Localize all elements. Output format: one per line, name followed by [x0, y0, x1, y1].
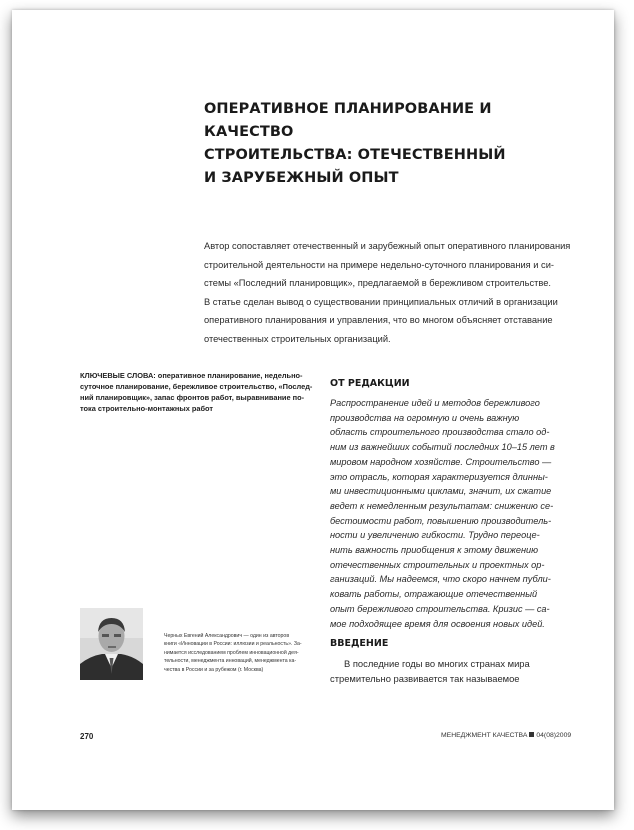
- abstract-line: стемы «Последний планировщик», предлагаемой в бережливом строительстве.: [204, 278, 551, 289]
- keywords-line: КЛЮЧЕВЫЕ СЛОВА: оперативное планирование, недельно-: [80, 371, 303, 380]
- editorial-line: ковать работы, отражающие отечественный: [330, 589, 538, 600]
- editorial-line: ности и увеличению гибкости. Трудно переоце-: [330, 530, 540, 541]
- author-bio-line: чества в России и за рубежом (г. Москва): [164, 666, 264, 673]
- abstract-line: В статье сделан вывод о существовании принципиальных отличий в организации: [204, 296, 558, 307]
- title-line: ОПЕРАТИВНОЕ ПЛАНИРОВАНИЕ И КАЧЕСТВО: [204, 101, 492, 140]
- intro-heading: ВВЕДЕНИЕ: [330, 638, 389, 649]
- author-bio-line: тельности, менеджмента инноваций, менеджмента ка-: [164, 658, 297, 665]
- intro-line: стремительно развивается так называемое: [330, 673, 520, 684]
- author-bio-line: нимается исследованием проблем инновационной дея-: [164, 649, 299, 656]
- author-bio: [164, 632, 314, 674]
- journal-issue: 04(08)2009: [536, 732, 572, 739]
- editorial-line: ним из важнейших событий последних 10–15 лет в: [330, 442, 555, 453]
- editorial-line: ми инвестиционными циклами, значит, их сжатие: [330, 486, 552, 497]
- editorial-line: область строительного производства стало од-: [330, 427, 550, 438]
- journal-footer: [441, 732, 571, 739]
- editorial-line: мировом народном хозяйстве. Строительство —: [330, 456, 552, 467]
- editorial-heading: ОТ РЕДАКЦИИ: [330, 378, 410, 389]
- title-line: СТРОИТЕЛЬСТВА: ОТЕЧЕСТВЕННЫЙ: [204, 147, 506, 163]
- author-photo: [80, 608, 143, 680]
- abstract-line: отечественных строительных организаций.: [204, 333, 391, 344]
- editorial-line: нить важность приобщения к этому движению: [330, 545, 539, 556]
- editorial-line: бестоимости работ, повышению производитель-: [330, 515, 552, 526]
- keywords-line: суточное планирование, бережливое строительство, «Послед-: [80, 382, 313, 391]
- abstract-line: строительной деятельности на примере недельно-суточного планирования и си-: [204, 259, 554, 270]
- intro-line: В последние годы во многих странах мира: [344, 658, 530, 669]
- keywords-line: тока строительно-монтажных работ: [80, 404, 214, 413]
- intro-text: [330, 656, 580, 686]
- editorial-line: Распространение идей и методов бережливого: [330, 398, 540, 408]
- abstract: [204, 237, 589, 349]
- page-number: 270: [80, 732, 94, 741]
- article-title: [204, 98, 584, 190]
- editorial-line: мое подходящее время для освоения новых идей.: [330, 618, 545, 629]
- keywords: [80, 370, 320, 414]
- editorial-line: ганизаций. Мы надеемся, что скоро начнем публи-: [330, 574, 551, 585]
- editorial-line: производства на огромную и очень важную: [330, 412, 520, 423]
- editorial-line: отечественных строительных и проектных ор-: [330, 559, 545, 570]
- editorial-line: это отрасль, которая характеризуется длинны-: [330, 471, 548, 482]
- editorial-line: ведет к немедленным результатам: снижению се-: [330, 500, 554, 511]
- keywords-line: ний планировщик», запас фронтов работ, выравнивание по-: [80, 393, 305, 402]
- author-bio-line: Черных Евгений Александрович — один из авторов: [164, 633, 290, 639]
- author-bio-line: книги «Инновации в России: иллюзии и реальность». За-: [164, 641, 302, 648]
- editorial-text: [330, 396, 580, 631]
- abstract-line: оперативного планирования и управления, что во многом объясняет отставание: [204, 315, 553, 326]
- abstract-line: Автор сопоставляет отечественный и зарубежный опыт оперативного планирования: [204, 241, 571, 251]
- square-separator-icon: [529, 732, 534, 737]
- journal-name: МЕНЕДЖМЕНТ КАЧЕСТВА: [441, 732, 528, 739]
- title-line: И ЗАРУБЕЖНЫЙ ОПЫТ: [204, 170, 399, 186]
- editorial-line: опыт бережливого строительства. Кризис — са-: [330, 603, 550, 614]
- author-portrait-image: [80, 608, 143, 680]
